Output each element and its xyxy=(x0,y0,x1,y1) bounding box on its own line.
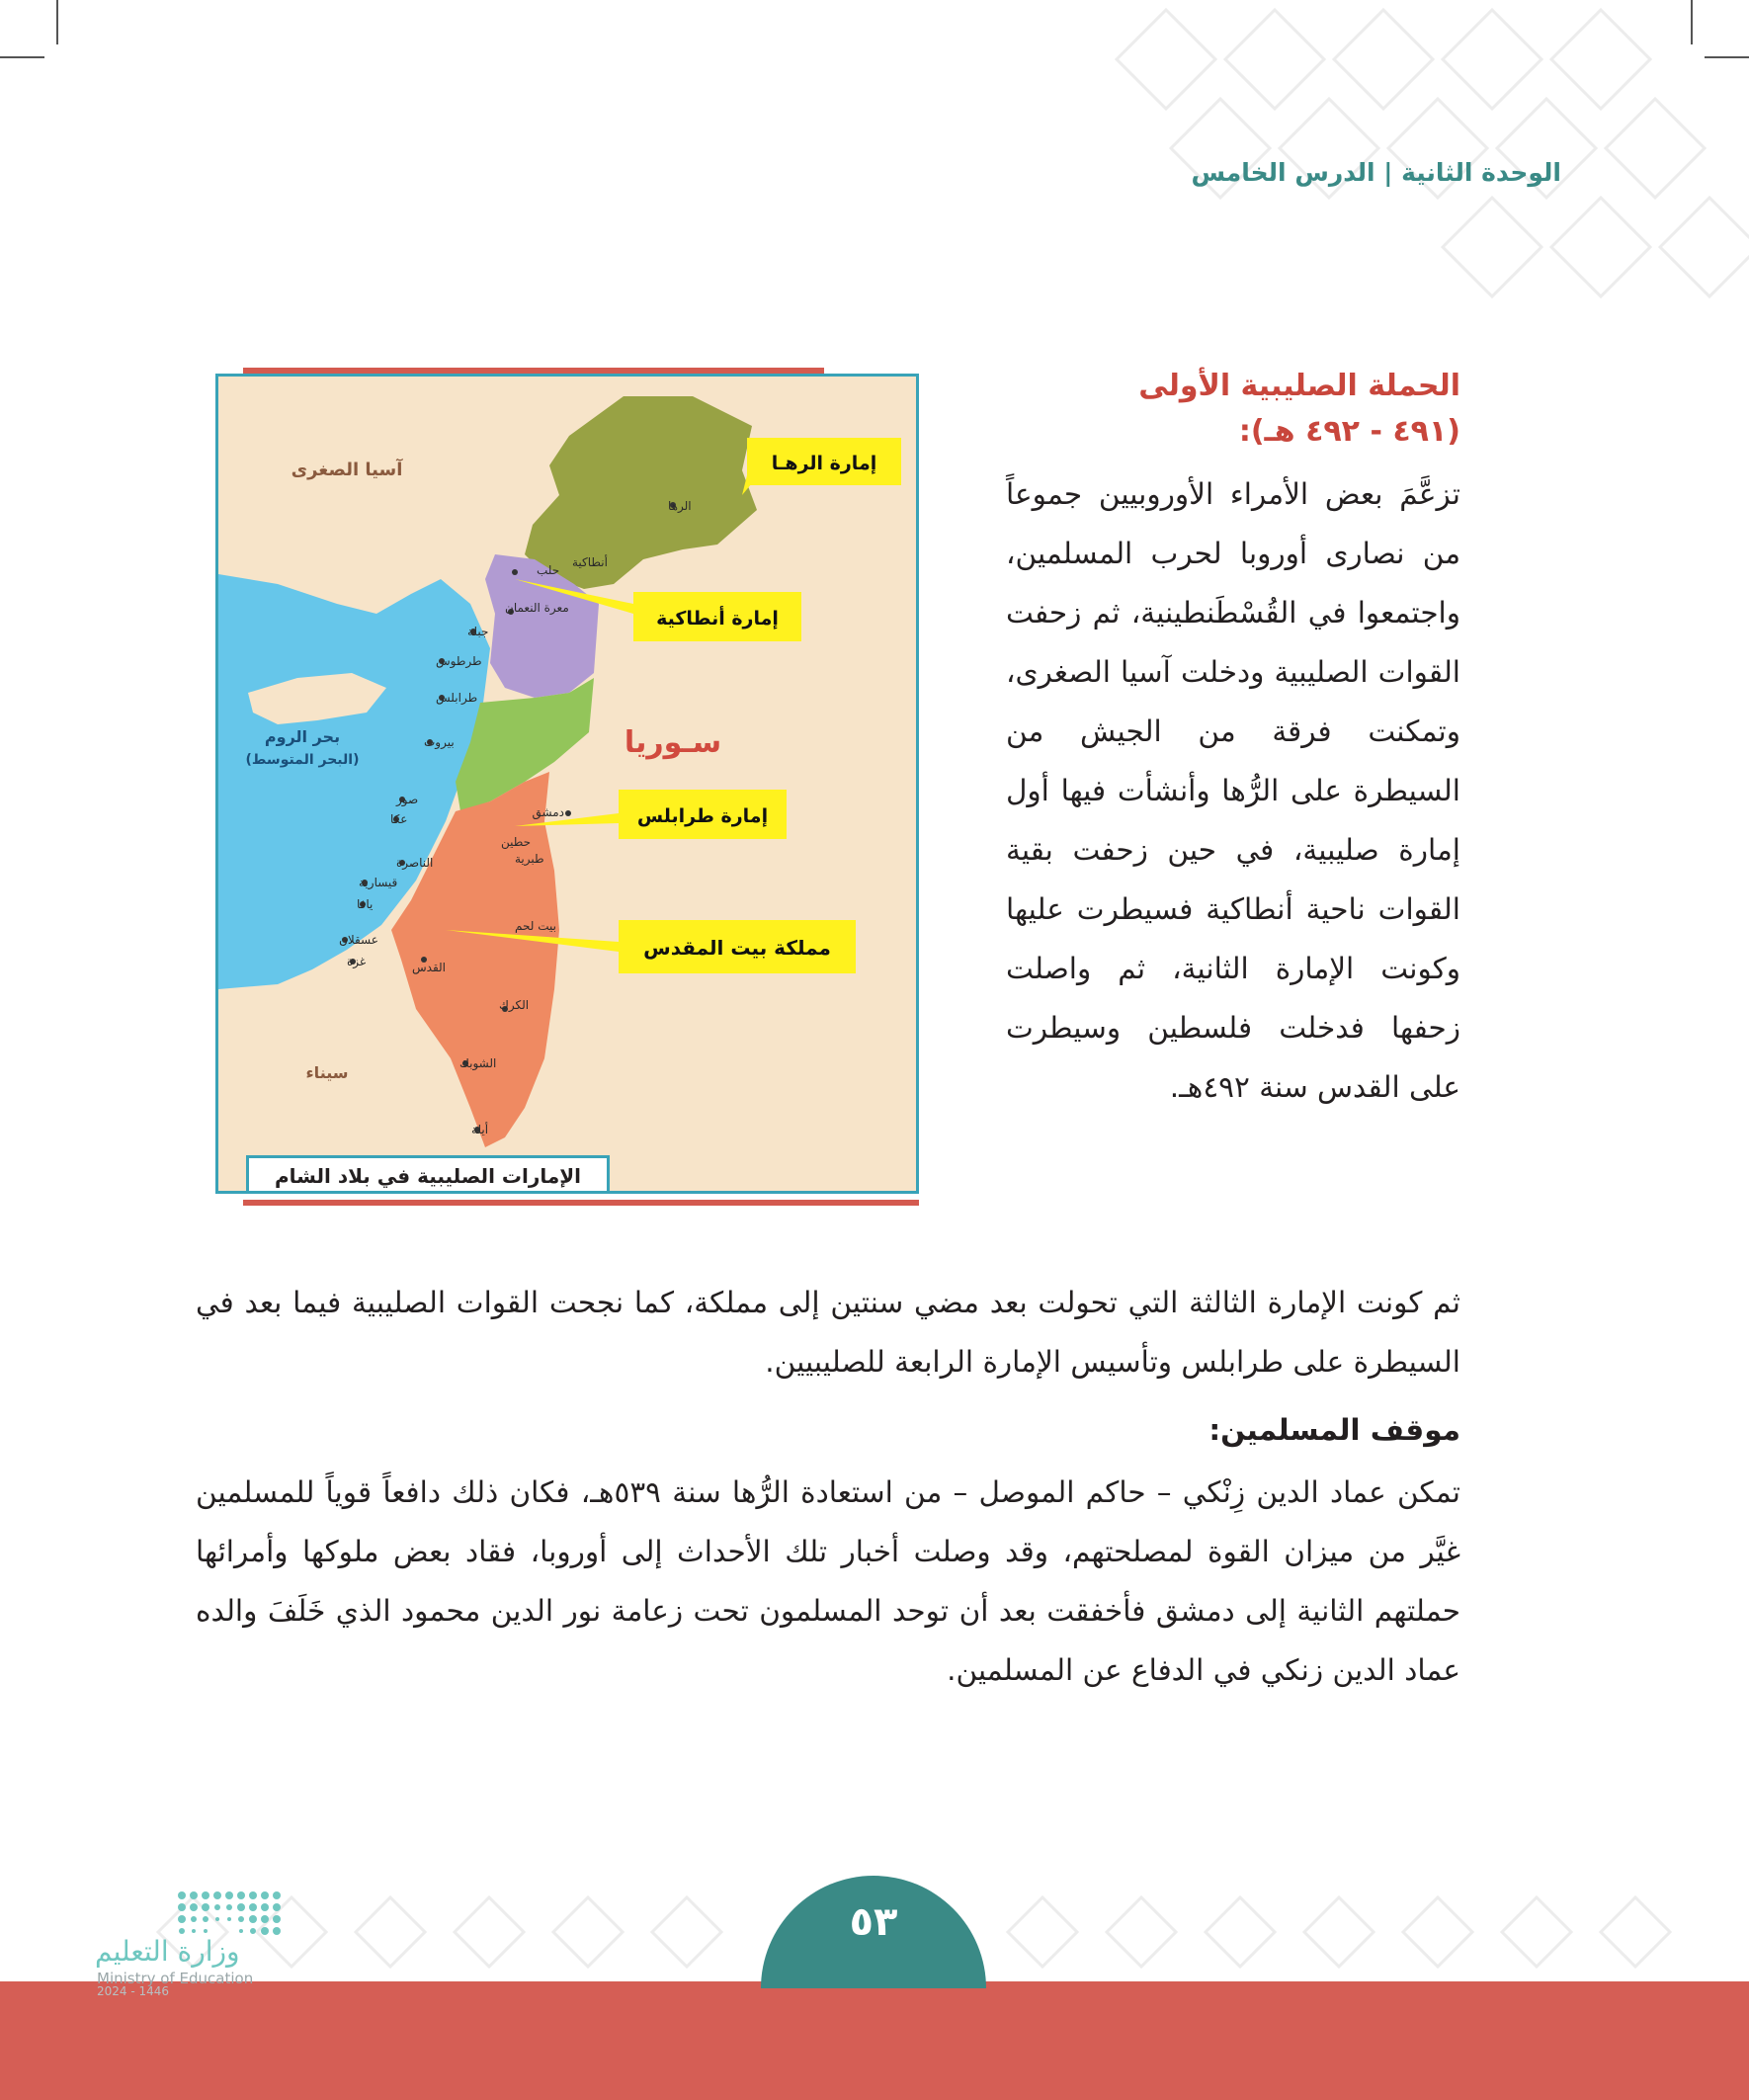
city-beitlahm: بيت لحم xyxy=(515,919,556,933)
callout-edessa xyxy=(747,438,901,485)
city-tartus: طرطوس xyxy=(436,654,482,668)
crop-mark xyxy=(56,0,58,44)
city-tabariya: طبرية xyxy=(515,852,544,866)
city-sur: صور xyxy=(396,793,419,806)
city-hittin: حطين xyxy=(501,835,532,849)
svg-text:إمارة أنطاكية: إمارة أنطاكية xyxy=(656,608,779,630)
city-qaysariya: قيسارية xyxy=(359,876,398,889)
map-caption: الإمارات الصليبية في بلاد الشام xyxy=(246,1155,610,1194)
map-label-asia-minor: آسيا الصغرى xyxy=(291,460,403,480)
ministry-year: 2024 - 1446 xyxy=(97,1984,170,1998)
city-halab: حلب xyxy=(537,563,560,577)
map-figure xyxy=(215,368,919,1206)
subheading-muslims-position: موقف المسلمين: xyxy=(1208,1413,1460,1447)
ministry-name-english: Ministry of Education xyxy=(97,1970,254,1987)
city-ghazza: غزة xyxy=(347,955,367,968)
svg-text:مملكة بيت المقدس: مملكة بيت المقدس xyxy=(643,936,831,960)
breadcrumb: الوحدة الثانية | الدرس الخامس xyxy=(1191,158,1561,187)
section-title-line1: الحملة الصليبية الأولى xyxy=(1138,369,1460,403)
city-yafa: يافا xyxy=(357,897,374,911)
crusader-states-map xyxy=(218,377,916,1191)
map-label-syria: سـوريا xyxy=(624,725,722,760)
page-number: ٥٣ xyxy=(849,1899,898,1945)
crop-mark xyxy=(0,56,44,58)
city-dot xyxy=(565,810,571,816)
city-ayla: أيلة xyxy=(471,1123,489,1136)
city-jabala: جبلة xyxy=(467,625,489,638)
city-asqalan: عسقلان xyxy=(339,933,378,947)
section-title-line2: (٤٩١ - ٤٩٢ هـ): xyxy=(1238,414,1460,449)
map-bottom-bar xyxy=(243,1200,919,1206)
svg-text:إمارة الرهـا: إمارة الرهـا xyxy=(771,453,877,474)
city-nasira: الناصرة xyxy=(396,856,434,870)
paragraph-third-emirate: ثم كونت الإمارة الثالثة التي تحولت بعد مضي سنتين إلى مملكة، كما نجحت القوات الصليبية فيما بعد في السيطرة على طرابلس وتأسيس الإمارة الرابعة للصليبيين. xyxy=(196,1286,1460,1379)
map-label-sea-1: بحر الروم xyxy=(264,727,341,746)
city-quds: القدس xyxy=(412,961,447,974)
map-label-sinai: سيناء xyxy=(305,1063,349,1082)
map-label-sea-2: (البحر المتوسط) xyxy=(245,752,360,768)
city-antakya: أنطاكية xyxy=(572,555,608,569)
paragraph-first-crusade: تزعَّمَ بعض الأمراء الأوروبيين جموعاً من نصارى أوروبا لحرب المسلمين، واجتمعوا في القُسْطَنطينية، ثم زحفت القوات الصليبية ودخلت آسيا الصغرى، وتمكنت فرقة من الجيش من السيطرة على الرُّها وأنشأت فيها أول إمارة صليبية، في حين زحفت بقية القوات ناحية أنطاكية فسيطرت عليها وكونت الإمارة الثانية، ثم واصلت زحفها فدخلت فلسطين وسيطرت على القدس سنة ٤٩٢هـ. xyxy=(1006,477,1460,1104)
footer-bar xyxy=(0,1981,1749,2100)
section-title xyxy=(947,364,1460,455)
city-beirut: بيروت xyxy=(424,735,455,749)
city-maarat: معرة النعمان xyxy=(505,601,569,615)
city-tarablus: طرابلس xyxy=(436,691,478,705)
city-karak: الكرك xyxy=(499,998,530,1012)
city-ruha: الرها xyxy=(668,499,692,513)
svg-text:إمارة طرابلس: إمارة طرابلس xyxy=(636,805,769,827)
city-akka: عكا xyxy=(390,812,408,826)
paragraph-muslims-position: تمكن عماد الدين زِنْكي – حاكم الموصل – من استعادة الرُّها سنة ٥٣٩هـ، فكان ذلك دافعاً قوياً للمسلمين غيَّر من ميزان القوة لمصلحتهم، وقد وصلت أخبار تلك الأحداث إلى أوروبا، فقاد بعض ملوكها وأمرائها حملتهم الثانية إلى دمشق فأخفقت بعد أن توحد المسلمون تحت زعامة نور الدين محمود الذي خَلَفَ والده عماد الدين زنكي في الدفاع عن المسلمين. xyxy=(196,1475,1460,1687)
city-shawbak: الشوبك xyxy=(459,1056,497,1070)
callout-tripoli xyxy=(619,790,787,839)
callout-jerusalem xyxy=(619,920,856,973)
decorative-pattern xyxy=(998,0,1749,376)
map-frame xyxy=(215,374,919,1194)
city-dot xyxy=(512,569,518,575)
callout-antioch xyxy=(633,592,801,641)
city-dimashq: دمشق xyxy=(532,805,564,819)
ministry-name-arabic: وزارة التعليم xyxy=(95,1935,240,1968)
